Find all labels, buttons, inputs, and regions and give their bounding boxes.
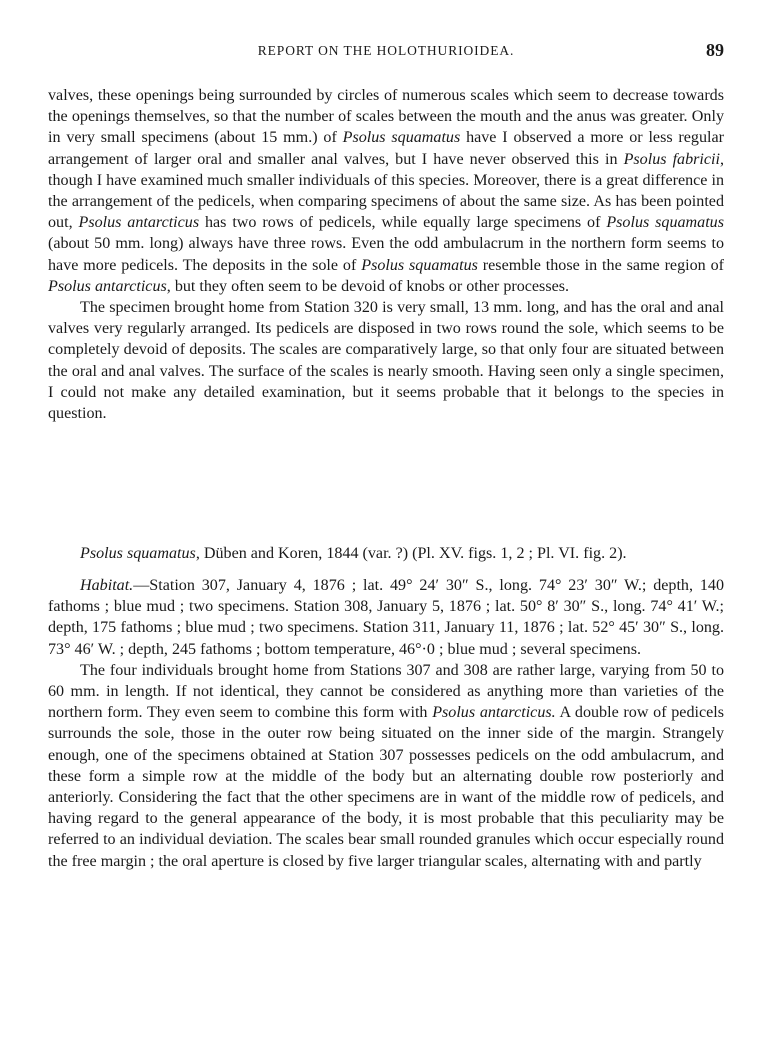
text-run: , but they often seem to be devoid of knobs or other processes. <box>166 277 570 295</box>
species-name-inline: Psolus squamatus <box>361 256 478 274</box>
body-text-lower <box>48 575 724 872</box>
habitat-label: Habitat. <box>80 577 134 594</box>
text-run: (about 50 mm. long) always have three rows. Even the odd ambulacrum in the northern form seems to have more pedicels. The deposits in the sole of <box>48 235 724 274</box>
species-name-inline: Psolus antarcticus <box>78 214 200 232</box>
section-heading <box>48 543 724 564</box>
paragraph-comparison <box>48 85 724 297</box>
text-run: resemble those in the same region of <box>477 256 724 274</box>
text-run: , though I have examined much smaller individuals of this species. Moreover, there is a great difference in the arrangement of the pedicels, when comparing specimens of about the same size. As has been pointed out, <box>48 150 724 232</box>
text-run: have I observed a more or less regular arrangement of larger oral and smaller anal valves, but I have never observed this in <box>48 129 724 168</box>
running-head: REPORT ON THE HOLOTHURIOIDEA. <box>257 43 515 58</box>
text-run: has two rows of pedicels, while equally large specimens of <box>199 214 607 232</box>
species-authority: , Düben and Koren, 1844 (var. ?) (Pl. XV. figs. 1, 2 ; Pl. VI. fig. 2). <box>195 545 627 562</box>
species-name-inline: Psolus antarcticus <box>48 277 167 295</box>
body-text-upper <box>48 85 724 424</box>
page-header <box>48 40 724 65</box>
text-run: valves, these openings being surrounded by circles of numerous scales which seem to decrease towards the openings themselves, so that the number of scales between the mouth and the anus was greater. Only in very small specimens (about 15 mm.) of <box>48 87 724 147</box>
page-number: 89 <box>706 40 724 60</box>
paragraph-description <box>48 660 724 872</box>
paragraph-station-320: The specimen brought home from Station 320 is very small, 13 mm. long, and has the oral and anal valves very regularly arranged. Its pedicels are disposed in two rows round the sole, which seems to be completely devoid of deposits. The scales are comparatively large, so that only four are situated between the oral and anal valves. The surface of the scales is nearly smooth. Having seen only a single specimen, I could not make any detailed examination, but it seems probable that it belongs to the species in question. <box>48 299 724 423</box>
text-run: A double row of pedicels surrounds the sole, those in the outer row being situated on the inner side of the margin. Strangely enough, one of the specimens obtained at Station 307 possesses pedicels on the odd ambulacrum, and these form a simple row at the middle of the body but an alternating double row posteriorly and anteriorly. Considering the fact that the other specimens are in want of the middle row of pedicels, and having regard to the general appearance of the body, it is most probable that this peculiarity may be referred to an individual deviation. The scales bear small rounded granules which occur especially round the free margin ; the oral aperture is closed by five larger triangular scales, alternating with and partly <box>48 704 724 870</box>
species-name: Psolus squamatus <box>80 545 196 562</box>
species-name-inline: Psolus antarcticus. <box>432 704 556 722</box>
paragraph-habitat <box>48 575 724 660</box>
species-name-inline: Psolus fabricii <box>623 150 720 168</box>
species-name-inline: Psolus squamatus <box>342 129 461 147</box>
text-run: The four individuals brought home from Stations 307 and 308 are rather large, varying from 50 to 60 mm. in length. If not identical, they cannot be considered as anything more than varieties of the northern form. They even seem to combine this form with <box>48 661 724 722</box>
species-name-inline: Psolus squamatus <box>606 214 724 232</box>
habitat-text: —Station 307, January 4, 1876 ; lat. 49° 24′ 30″ S., long. 74° 23′ 30″ W.; depth, 140 fathoms ; blue mud ; two specimens. Station 308, January 5, 1876 ; lat. 50° 8′ 30″ S., long. 74° 41′ W.; depth, 175 fathoms ; blue mud ; two specimens. Station 311, January 11, 1876 ; lat. 52° 45′ 30″ S., long. 73° 46′ W. ; depth, 245 fathoms ; bottom temperature, 46°·0 ; blue mud ; several specimens. <box>48 577 724 658</box>
